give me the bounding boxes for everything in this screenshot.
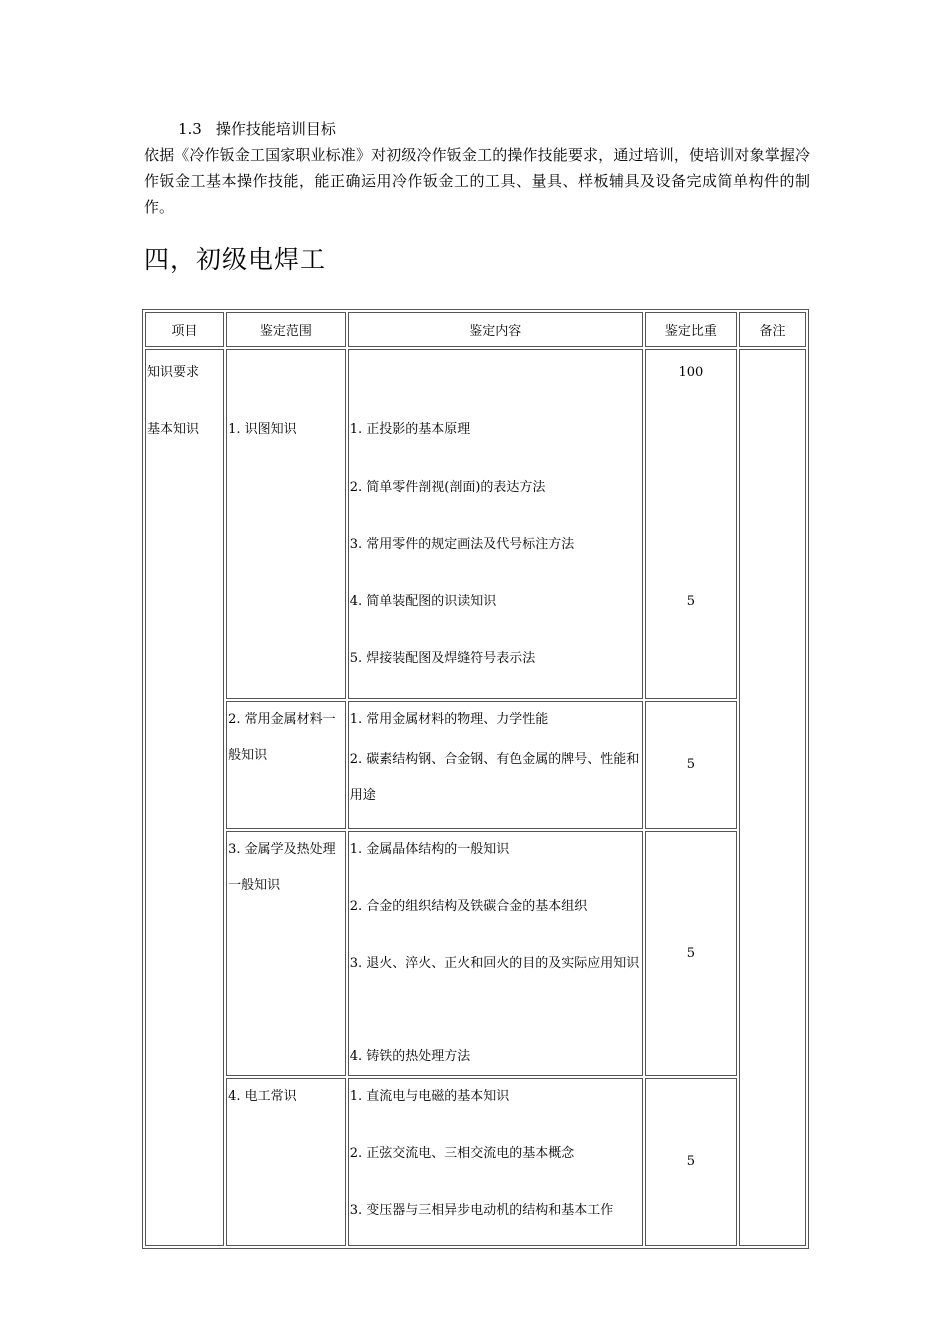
weight-value: 5: [645, 701, 737, 829]
section-number: 1.3: [178, 120, 202, 138]
remarks-cell: [739, 349, 806, 1246]
scope-text: 1. 识图知识: [228, 422, 297, 438]
table-row: [145, 349, 806, 699]
header-scope: 鉴定范围: [226, 312, 346, 347]
total-weight: 100: [678, 365, 704, 380]
content-item: 2. 碳素结构钢、合金钢、有色金属的牌号、性能和用途: [349, 751, 640, 803]
table-row: [145, 831, 806, 1076]
weight-value: 5: [645, 831, 737, 1076]
weight-value: 5: [686, 594, 696, 610]
section-paragraph: 依据《冷作钣金工国家职业标准》对初级冷作钣金工的操作技能要求，通过培训，使培训对象掌握冷作钣金工基本操作技能，能正确运用冷作钣金工的工具、量具、样板辅具及设备完成简单构件的制作。: [144, 146, 810, 216]
weight-cell: [645, 349, 737, 699]
table-header-row: [145, 312, 806, 347]
content-item: 1. 正投影的基本原理: [349, 422, 471, 438]
content-cell: [348, 701, 643, 829]
header-content: 鉴定内容: [348, 312, 643, 347]
content-item: 4. 简单装配图的识读知识: [349, 594, 497, 610]
table-row: [145, 1078, 806, 1246]
section-heading: [178, 118, 336, 139]
scope-cell: [226, 701, 346, 829]
scope-text: 2. 常用金属材料一般知识: [228, 711, 336, 763]
scope-cell: [226, 349, 346, 699]
content-item: 3. 变压器与三相异步电动机的结构和基本工作: [349, 1202, 614, 1218]
content-item: 1. 金属晶体结构的一般知识: [349, 841, 510, 857]
content-cell: [348, 349, 643, 699]
header-weight: 鉴定比重: [645, 312, 737, 347]
content-item: 1. 常用金属材料的物理、力学性能: [349, 711, 549, 727]
header-remarks: 备注: [739, 312, 806, 347]
content-item: 2. 正弦交流电、三相交流电的基本概念: [349, 1145, 575, 1161]
table-row: [145, 701, 806, 829]
content-item: 2. 合金的组织结构及铁碳合金的基本组织: [349, 898, 588, 914]
scope-text: 3. 金属学及热处理一般知识: [228, 841, 336, 893]
scope-cell: [226, 831, 346, 1076]
project-line: 知识要求: [147, 365, 200, 380]
section-title: 操作技能培训目标: [215, 120, 336, 138]
scope-cell: [226, 1078, 346, 1246]
content-item: 1. 直流电与电磁的基本知识: [349, 1088, 510, 1104]
content-item: 3. 退火、淬火、正火和回火的目的及实际应用知识: [349, 955, 640, 971]
content-cell: [348, 1078, 643, 1246]
content-item: 2. 简单零件剖视(剖面)的表达方法: [349, 479, 546, 495]
weight-value: 5: [645, 1078, 737, 1246]
assessment-table: [142, 309, 809, 1249]
scope-text: 4. 电工常识: [228, 1088, 297, 1104]
content-item: 5. 焊接装配图及焊缝符号表示法: [349, 651, 536, 667]
header-project: 项目: [145, 312, 224, 347]
project-cell: [145, 349, 224, 1246]
content-item: 3. 常用零件的规定画法及代号标注方法: [349, 536, 575, 552]
content-cell: [348, 831, 643, 1076]
project-line: 基本知识: [147, 422, 200, 438]
chapter-title: 四，初级电焊工: [144, 245, 327, 274]
content-item: 4. 铸铁的热处理方法: [349, 1048, 471, 1064]
